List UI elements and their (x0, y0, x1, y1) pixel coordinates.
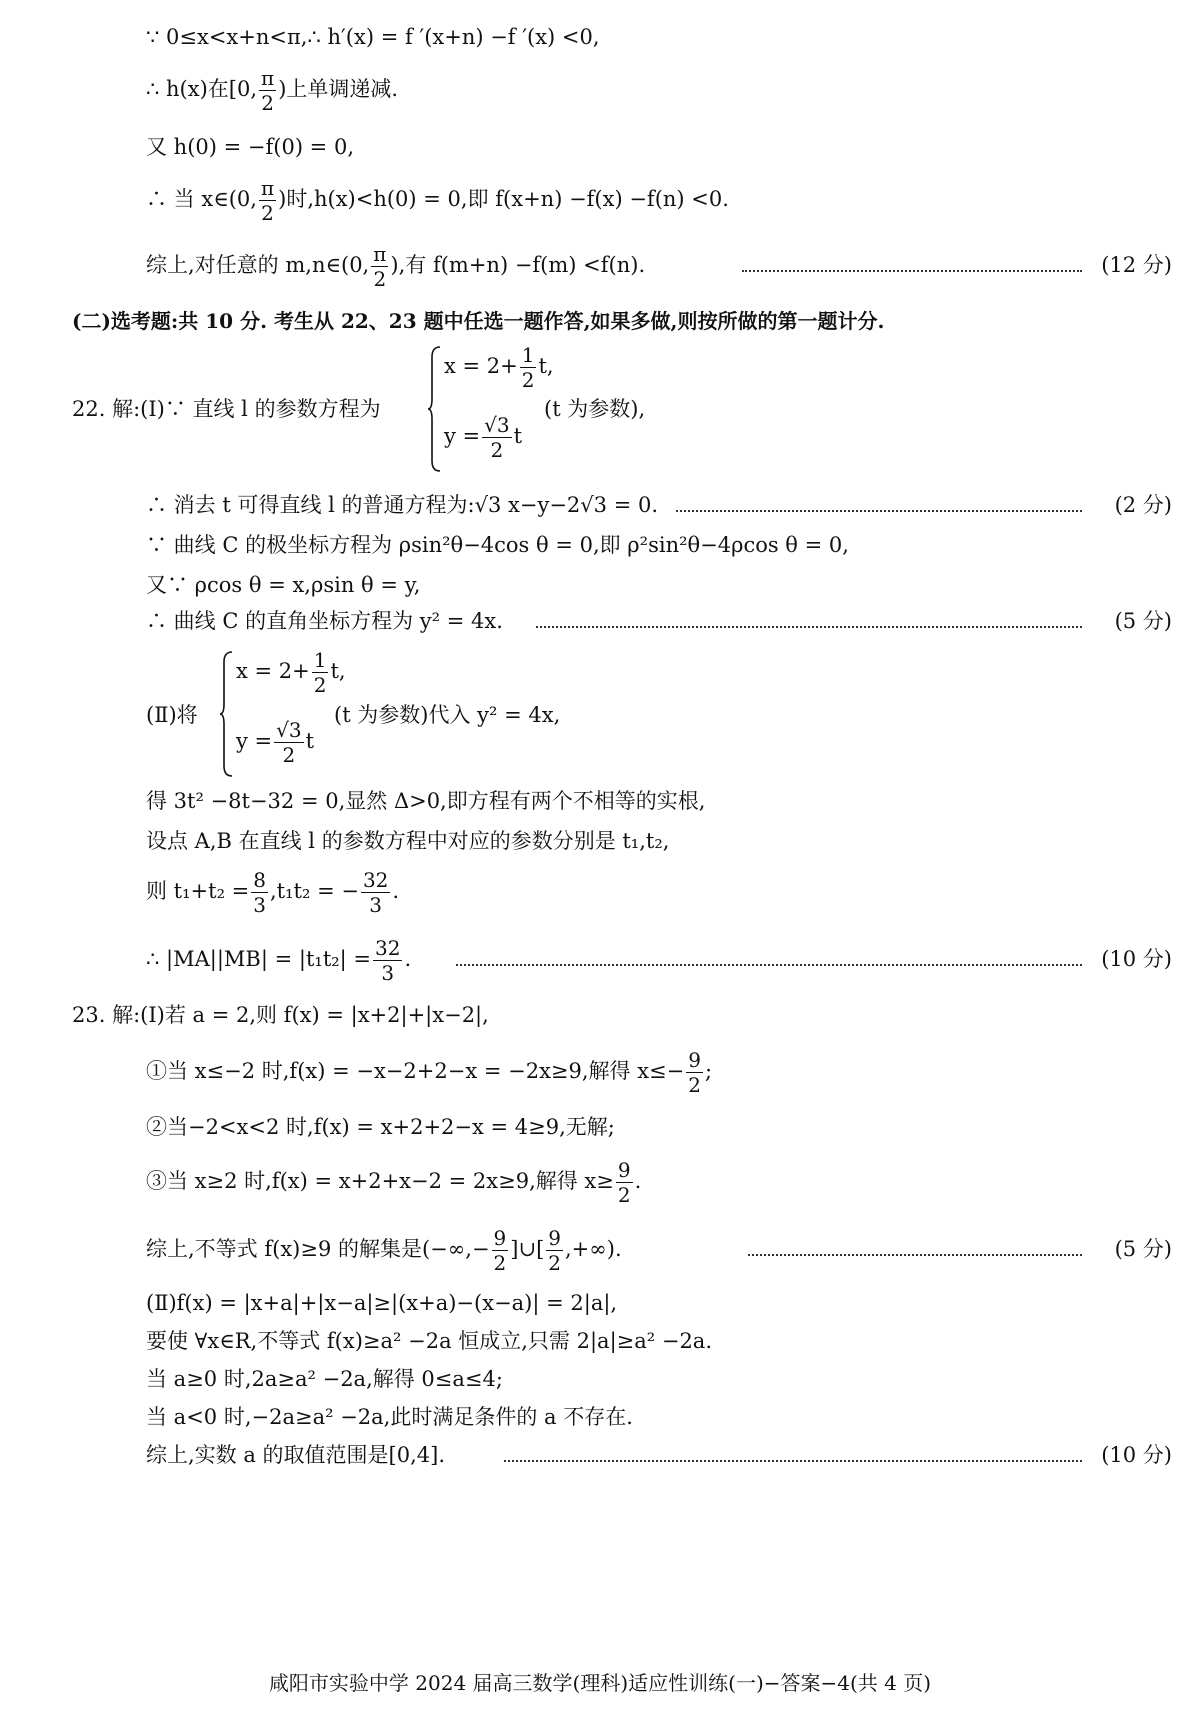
score-label: (2 分) (1114, 493, 1172, 517)
line-text: 22. 解:(Ⅰ)∵ 直线 l 的参数方程为 (72, 397, 381, 421)
line-text: (Ⅱ)f(x) = |x+a|+|x−a|≥|(x+a)−(x−a)| = 2|a|, (146, 1291, 618, 1315)
text-line (0, 1396, 1200, 1438)
system-row: y = $\frac{√3}{2}$ t (236, 718, 315, 767)
fraction: $\frac{9}{2}$ (548, 1226, 561, 1275)
line-text: 得 3t² −8t−32 = 0,显然 Δ>0,即方程有两个不相等的实根, (146, 789, 706, 813)
fraction: $\frac{9}{2}$ (493, 1226, 507, 1275)
text-line (0, 1434, 1200, 1476)
line-text: 又∵ ρcos θ = x,ρsin θ = y, (146, 573, 421, 597)
text-line (0, 16, 1200, 58)
text-line (0, 1106, 1200, 1148)
line-text: ∵ 0≤x<x+n<π,∴ h′(x) = f ′(x+n) −f ′(x) <0, (146, 25, 600, 49)
line-text: ∴ 曲线 C 的直角坐标方程为 y² = 4x. (146, 609, 503, 633)
line-text: 23. 解:(Ⅰ)若 a = 2,则 f(x) = |x+2|+|x−2|, (72, 1003, 489, 1027)
text-line (0, 1158, 1200, 1207)
page-footer: 咸阳市实验中学 2024 届高三数学(理科)适应性训练(一)−答案−4(共 4 页) (268, 1671, 932, 1695)
fraction: $\frac{9}{2}$ (688, 1048, 701, 1097)
text-line (0, 1048, 1200, 1097)
score-label: (10 分) (1101, 947, 1172, 971)
text-line (0, 994, 1200, 1036)
line-text: 综上,实数 a 的取值范围是[0,4]. (146, 1443, 446, 1467)
text-line (0, 1226, 1200, 1275)
text-line (0, 66, 1200, 115)
fraction: $\frac{1}{2}$ (313, 648, 327, 697)
text-line (0, 936, 1200, 985)
line-text: 要使 ∀x∈R,不等式 f(x)≥a² −2a 恒成立,只需 2|a|≥a² −2a. (146, 1329, 713, 1353)
line-text: 则 t₁+t₂ = $\frac{8}{3}$ ,t₁t₂ = − $\frac{32}{3}$ . (146, 868, 400, 917)
fraction: $\frac{\pi}{2}$ (260, 176, 275, 225)
line-text: ∴ 当 x∈(0, $\frac{\pi}{2}$ )时,h(x)<h(0) = 0,即 f(x+n) −f(x) −f(n) <0. (146, 176, 729, 225)
line-text: (t 为参数), (544, 397, 646, 421)
score-label: (12 分) (1101, 253, 1172, 277)
text-line (0, 388, 1200, 430)
line-text: 当 a<0 时,−2a≥a² −2a,此时满足条件的 a 不存在. (146, 1405, 633, 1429)
text-line (0, 176, 1200, 225)
left-brace-icon (220, 650, 232, 778)
system-row: x = 2+ $\frac{1}{2}$ t, (236, 648, 346, 697)
fraction: $\frac{\pi}{2}$ (261, 66, 275, 115)
text-line (0, 484, 1200, 526)
left-brace-icon (428, 345, 440, 473)
section-header-text: (二)选考题:共 10 分. 考生从 22、23 题中任选一题作答,如果多做,则按所做的第一题计分. (72, 309, 885, 333)
line-text: 设点 A,B 在直线 l 的参数方程中对应的参数分别是 t₁,t₂, (146, 829, 670, 853)
fraction: $\frac{1}{2}$ (521, 343, 535, 392)
text-line (0, 1358, 1200, 1400)
fraction: $\frac{32}{3}$ (362, 868, 389, 917)
fraction: $\frac{\pi}{2}$ (373, 242, 387, 291)
section-header (0, 300, 1200, 342)
text-line (0, 820, 1200, 862)
text-line (0, 780, 1200, 822)
fraction: $\frac{√3}{2}$ (276, 718, 302, 767)
fraction: $\frac{8}{3}$ (253, 868, 266, 917)
line-text: ②当−2<x<2 时,f(x) = x+2+2−x = 4≥9,无解; (146, 1115, 615, 1139)
fraction: $\frac{9}{2}$ (617, 1158, 631, 1207)
dot-leader (748, 1254, 1082, 1256)
line-text: ∵ 曲线 C 的极坐标方程为 ρsin²θ−4cos θ = 0,即 ρ²sin²θ−4ρcos θ = 0, (146, 533, 849, 557)
text-line (0, 1320, 1200, 1362)
equation-system (220, 648, 346, 778)
line-text: (t 为参数)代入 y² = 4x, (334, 703, 561, 727)
equation-system (428, 343, 554, 473)
text-line (0, 1282, 1200, 1324)
fraction: $\frac{√3}{2}$ (484, 413, 510, 462)
dot-leader (742, 270, 1082, 272)
text-line (0, 868, 1200, 917)
line-text: (Ⅱ)将 (146, 703, 198, 727)
fraction: $\frac{32}{3}$ (375, 936, 401, 985)
system-row: x = 2+ $\frac{1}{2}$ t, (444, 343, 554, 392)
score-label: (5 分) (1114, 609, 1172, 633)
text-line (0, 126, 1200, 168)
text-line (0, 600, 1200, 642)
text-line (0, 242, 1200, 291)
dot-leader (676, 510, 1082, 512)
text-line (0, 694, 1200, 736)
dot-leader (504, 1460, 1082, 1462)
line-text: 当 a≥0 时,2a≥a² −2a,解得 0≤a≤4; (146, 1367, 503, 1391)
line-text: ∴ h(x)在[0, $\frac{\pi}{2}$ )上单调递减. (146, 66, 399, 115)
dot-leader (456, 964, 1082, 966)
line-text: ①当 x≤−2 时,f(x) = −x−2+2−x = −2x≥9,解得 x≤− $\frac{9}{2}$ ; (146, 1048, 713, 1097)
dot-leader (536, 626, 1082, 628)
line-text: 综上,对任意的 m,n∈(0, $\frac{\pi}{2}$ ),有 f(m+n) −f(m) <f(n). (146, 242, 646, 291)
line-text: ∴ 消去 t 可得直线 l 的普通方程为:√3 x−y−2√3 = 0. (146, 493, 659, 517)
score-label: (10 分) (1101, 1443, 1172, 1467)
line-text: 综上,不等式 f(x)≥9 的解集是(−∞,− $\frac{9}{2}$ ]∪[ $\frac{9}{2}$ ,+∞). (146, 1226, 622, 1275)
line-text: 又 h(0) = −f(0) = 0, (146, 135, 354, 159)
score-label: (5 分) (1114, 1237, 1172, 1261)
line-text: ∴ |MA||MB| = |t₁t₂| = $\frac{32}{3}$ . (146, 936, 412, 985)
text-line (0, 524, 1200, 566)
line-text: ③当 x≥2 时,f(x) = x+2+x−2 = 2x≥9,解得 x≥ $\frac{9}{2}$ . (146, 1158, 642, 1207)
system-row: y = $\frac{√3}{2}$ t (444, 413, 523, 462)
